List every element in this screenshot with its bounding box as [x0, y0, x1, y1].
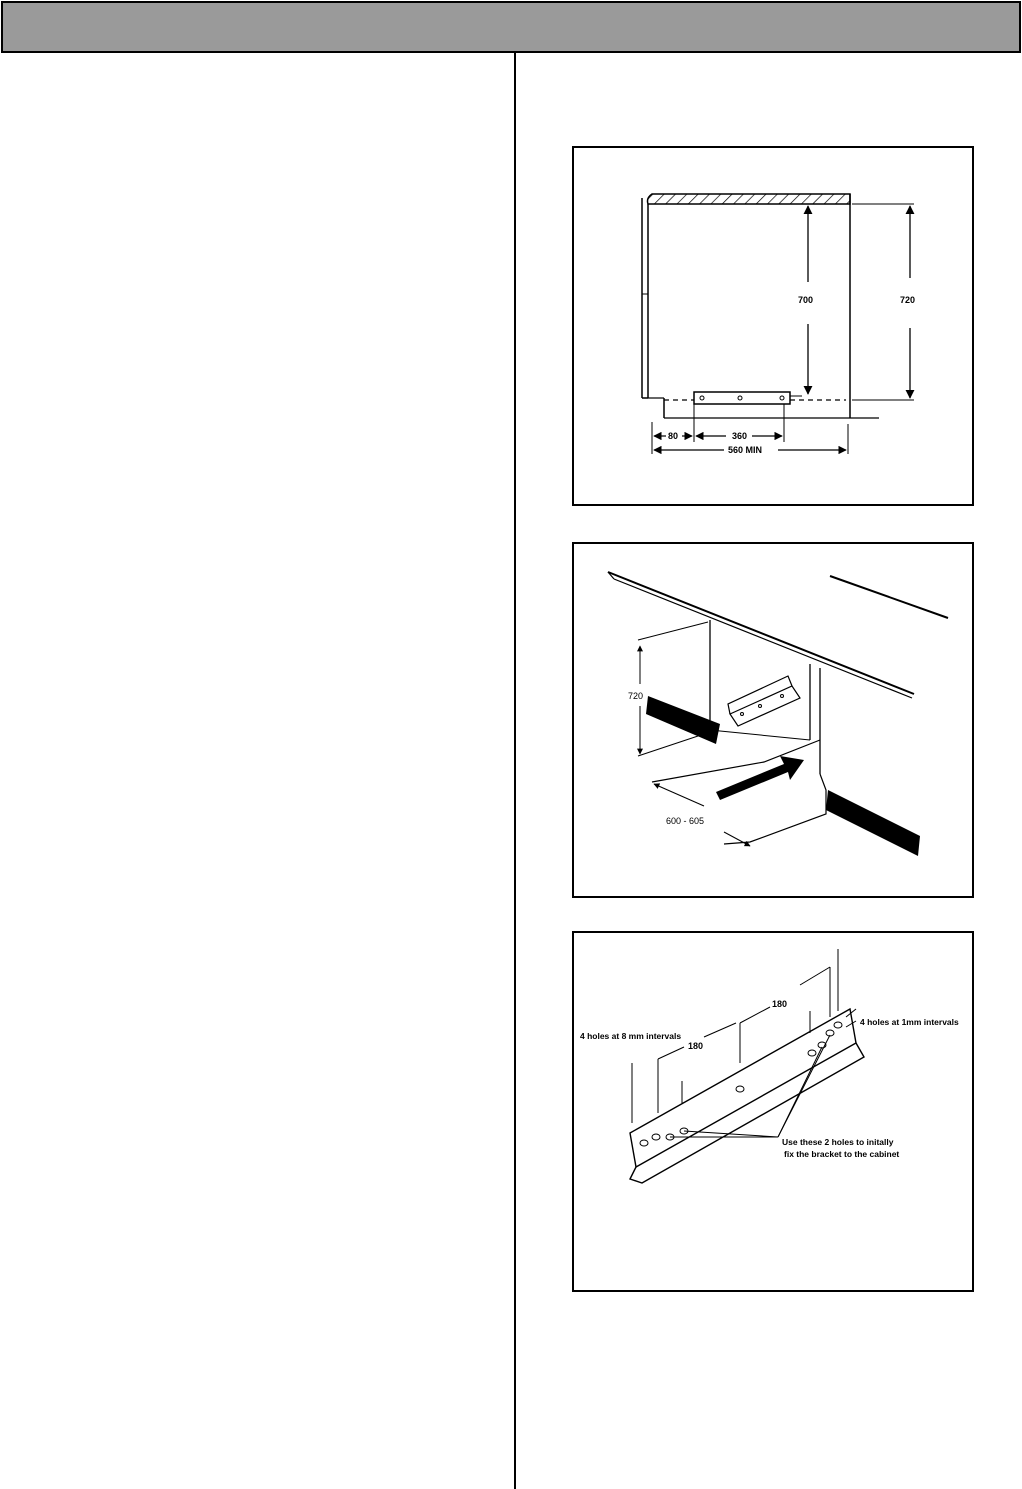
plinth-right — [826, 790, 920, 856]
dim-720-label: 720 — [900, 295, 916, 305]
figure-cabinet-opening — [572, 542, 974, 898]
dim-600-605-label: 600 - 605 — [666, 816, 705, 826]
note-left-holes: 4 holes at 8 mm intervals — [580, 1031, 682, 1041]
dim-360-label: 360 — [732, 431, 748, 441]
dim-180-left-label: 180 — [688, 1041, 704, 1051]
dim-720-label: 720 — [628, 691, 644, 701]
note-fix-line2: fix the bracket to the cabinet — [784, 1149, 900, 1159]
dim-180-right-label: 180 — [772, 999, 788, 1009]
cabinet-elevation-diagram — [574, 148, 972, 504]
column-divider — [514, 52, 516, 1489]
bracket-detail-diagram — [574, 933, 972, 1290]
note-right-holes: 4 holes at 1mm intervals — [860, 1017, 959, 1027]
dim-700-label: 700 — [798, 295, 814, 305]
figure-cabinet-elevation — [572, 146, 974, 506]
figure-bracket-detail — [572, 931, 974, 1292]
note-fix-line1: Use these 2 holes to initally — [782, 1137, 894, 1147]
header-bar — [1, 1, 1021, 53]
cabinet-opening-diagram — [574, 544, 972, 896]
dim-80-label: 80 — [668, 431, 679, 441]
bracket — [730, 686, 800, 726]
dim-560-min-label: 560 MIN — [728, 445, 763, 455]
worktop-hatch — [648, 194, 851, 204]
plinth-left — [646, 696, 720, 744]
